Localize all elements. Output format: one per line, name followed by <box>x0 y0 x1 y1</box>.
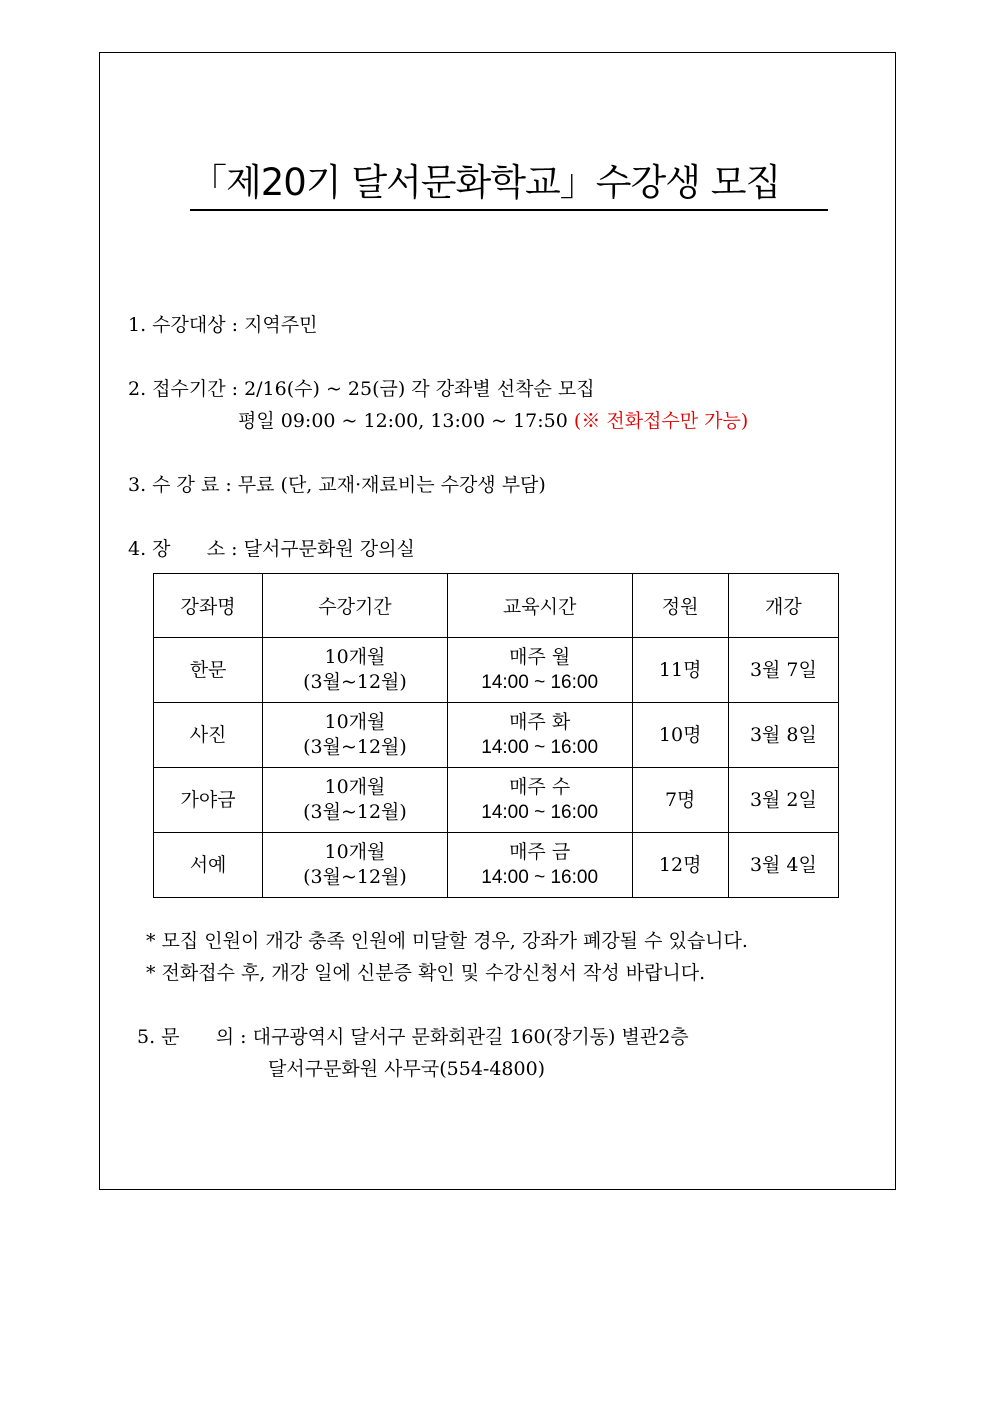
course-period: 10개월 (3월~12월) <box>263 768 448 833</box>
course-name: 서예 <box>154 833 263 898</box>
header-course-name: 강좌명 <box>154 574 263 638</box>
period-hours: 평일 09:00 ~ 12:00, 13:00 ~ 17:50 <box>238 410 568 432</box>
course-time: 매주 월 14:00 ~ 16:00 <box>447 638 632 703</box>
place-line: 4. 장 소 : 달서구문화원 강의실 <box>128 538 415 560</box>
course-start: 3월 4일 <box>728 833 838 898</box>
course-name: 사진 <box>154 703 263 768</box>
page-title: 「제20기 달서문화학교」수강생 모집 <box>190 160 828 211</box>
inquiry-line: 5. 문 의 : 대구광역시 달서구 문화회관길 160(장기동) 별관2층 <box>137 1026 689 1048</box>
course-name: 한문 <box>154 638 263 703</box>
table-row <box>154 768 839 833</box>
course-period: 10개월 (3월~12월) <box>263 703 448 768</box>
phone-only-note: (※ 전화접수만 가능) <box>573 410 749 432</box>
inquiry-contact: 달서구문화원 사무국(554-4800) <box>268 1058 546 1080</box>
course-start: 3월 2일 <box>728 768 838 833</box>
table-row <box>154 638 839 703</box>
note-cancellation: * 모집 인원이 개강 충족 인원에 미달할 경우, 강좌가 폐강될 수 있습니다. <box>146 930 748 952</box>
course-name: 가야금 <box>154 768 263 833</box>
header-period: 수강기간 <box>263 574 448 638</box>
course-capacity: 12명 <box>632 833 728 898</box>
table-row <box>154 703 839 768</box>
fee-line: 3. 수 강 료 : 무료 (단, 교재·재료비는 수강생 부담) <box>128 474 546 496</box>
course-time: 매주 화 14:00 ~ 16:00 <box>447 703 632 768</box>
period-hours-line <box>238 408 748 434</box>
course-table <box>153 573 839 898</box>
header-class-time: 교육시간 <box>447 574 632 638</box>
table-row <box>154 833 839 898</box>
course-time: 매주 금 14:00 ~ 16:00 <box>447 833 632 898</box>
course-capacity: 7명 <box>632 768 728 833</box>
course-start: 3월 8일 <box>728 703 838 768</box>
course-capacity: 11명 <box>632 638 728 703</box>
table-header-row <box>154 574 839 638</box>
course-start: 3월 7일 <box>728 638 838 703</box>
course-capacity: 10명 <box>632 703 728 768</box>
course-period: 10개월 (3월~12월) <box>263 833 448 898</box>
course-period: 10개월 (3월~12월) <box>263 638 448 703</box>
course-time: 매주 수 14:00 ~ 16:00 <box>447 768 632 833</box>
period-line: 2. 접수기간 : 2/16(수) ~ 25(금) 각 강좌별 선착순 모집 <box>128 378 595 400</box>
target-line: 1. 수강대상 : 지역주민 <box>128 314 318 336</box>
note-id-check: * 전화접수 후, 개강 일에 신분증 확인 및 수강신청서 작성 바랍니다. <box>146 962 706 984</box>
header-capacity: 정원 <box>632 574 728 638</box>
header-start-date: 개강 <box>728 574 838 638</box>
